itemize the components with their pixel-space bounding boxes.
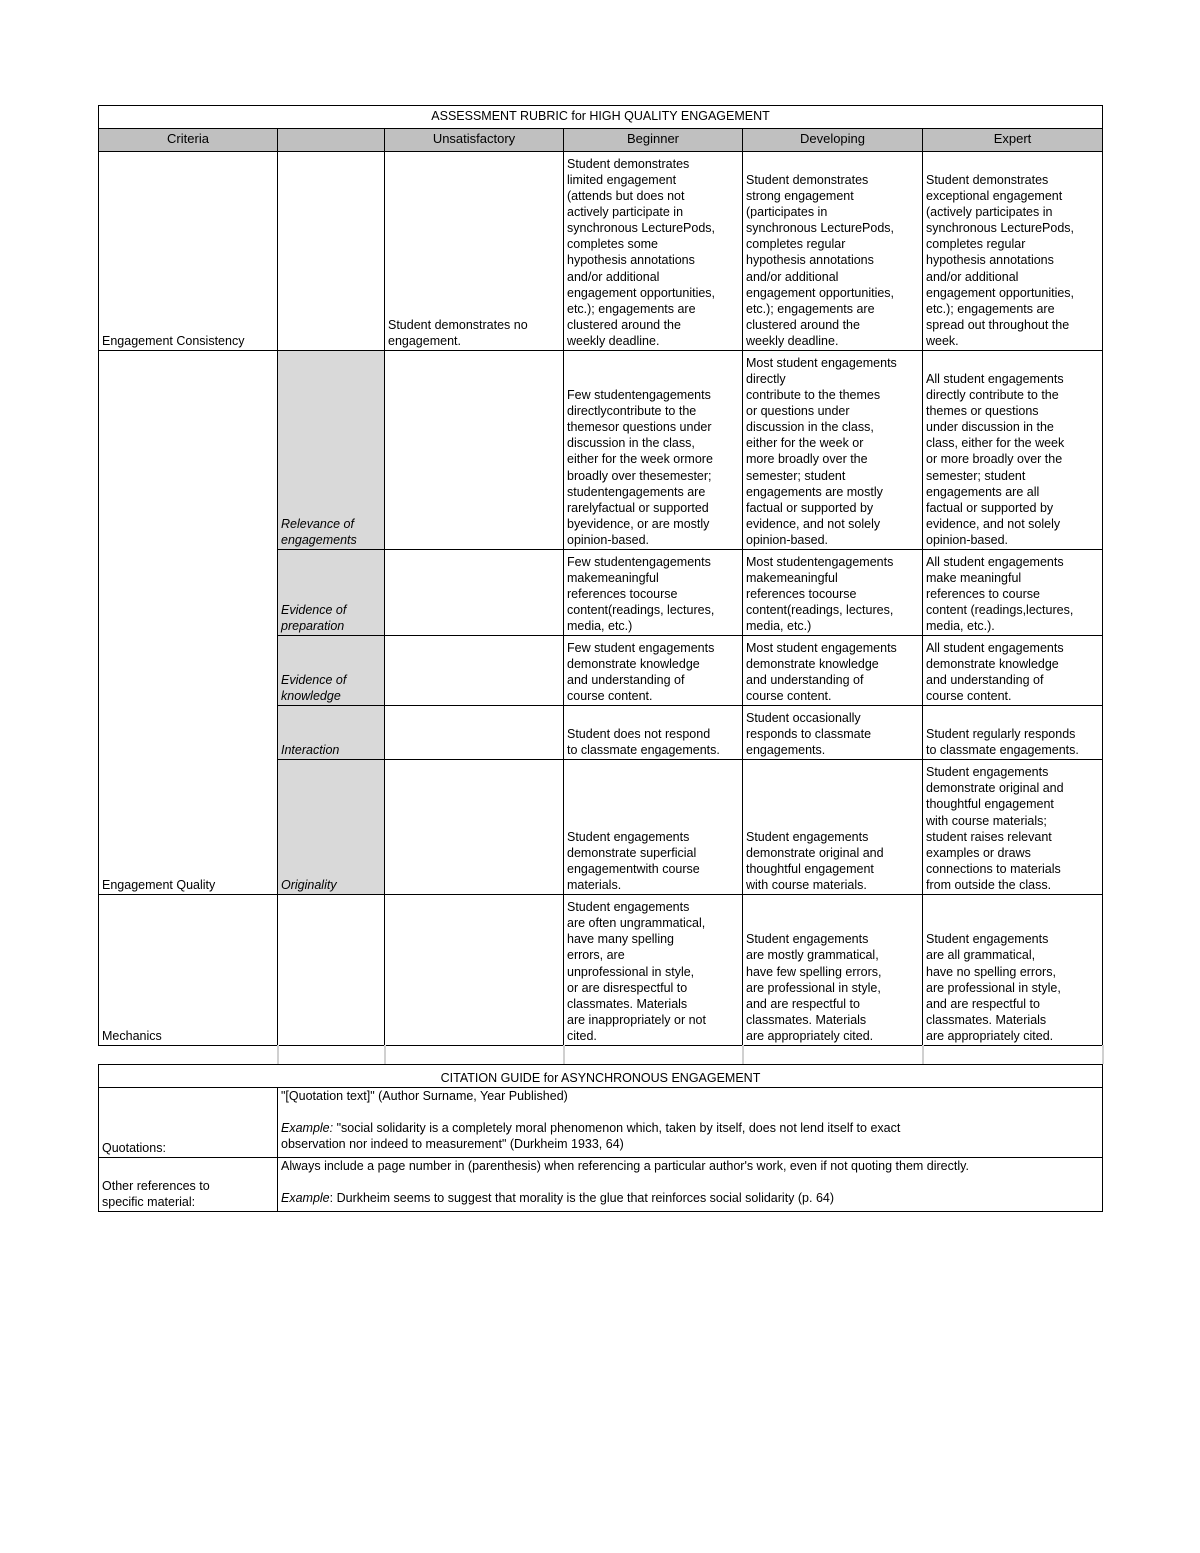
cell-unsatisfactory bbox=[385, 550, 564, 636]
cell-beginner: Student demonstrates limited engagement (attends but does not actively participate in synchronous LecturePods, completes some hypothesis annotations and/or additional engagement opportunities, etc.); engagements are clustered around the weekly deadline. bbox=[564, 152, 743, 351]
rubric-title: ASSESSMENT RUBRIC for HIGH QUALITY ENGAGEMENT bbox=[99, 106, 1103, 129]
assessment-rubric-table bbox=[98, 105, 1104, 1064]
header-developing: Developing bbox=[743, 129, 923, 152]
cell-developing: Most student engagements demonstrate knowledge and understanding of course content. bbox=[743, 636, 923, 706]
example-label: Example: bbox=[281, 1121, 334, 1136]
example-text: : Durkheim seems to suggest that morality is the glue that reinforces social solidarity (p. 64) bbox=[329, 1191, 835, 1206]
header-expert: Expert bbox=[923, 129, 1103, 152]
cell-unsatisfactory: Student demonstrates no engagement. bbox=[385, 152, 564, 351]
row-mechanics bbox=[99, 895, 1103, 1046]
example-label: Example bbox=[281, 1191, 330, 1206]
header-unsatisfactory: Unsatisfactory bbox=[385, 129, 564, 152]
cell-expert: Student engagements are all grammatical, have no spelling errors, are professional in style, and are respectful to classmates. Materials are appropriately cited. bbox=[923, 895, 1103, 1046]
header-criteria: Criteria bbox=[99, 129, 278, 152]
cell-unsatisfactory bbox=[385, 895, 564, 1046]
cell-unsatisfactory bbox=[385, 760, 564, 895]
subcriteria-preparation: Evidence of preparation bbox=[278, 550, 385, 636]
citation-title: CITATION GUIDE for ASYNCHRONOUS ENGAGEMENT bbox=[99, 1065, 1103, 1088]
spacer-row bbox=[99, 1046, 1103, 1065]
cell-beginner: Student engagements demonstrate superficial engagementwith course materials. bbox=[564, 760, 743, 895]
other-references-label: Other references to specific material: bbox=[99, 1158, 278, 1212]
cell-expert: All student engagements demonstrate knowledge and understanding of course content. bbox=[923, 636, 1103, 706]
header-beginner: Beginner bbox=[564, 129, 743, 152]
cell-expert: All student engagements make meaningful references to course content (readings,lectures, media, etc.). bbox=[923, 550, 1103, 636]
quotations-content bbox=[278, 1088, 1103, 1158]
row-relevance bbox=[99, 351, 1103, 550]
quotation-format: "[Quotation text]" (Author Surname, Year Published) bbox=[281, 1089, 568, 1103]
cell-unsatisfactory bbox=[385, 706, 564, 760]
quotations-label: Quotations: bbox=[99, 1088, 278, 1158]
criteria-mechanics: Mechanics bbox=[99, 895, 278, 1046]
cell-expert: Student engagements demonstrate original and thoughtful engagement with course materials; student raises relevant examples or draws connections to materials from outside the class. bbox=[923, 760, 1103, 895]
subcriteria-interaction: Interaction bbox=[278, 706, 385, 760]
cell-unsatisfactory bbox=[385, 351, 564, 550]
cell-unsatisfactory bbox=[385, 636, 564, 706]
header-subcriteria bbox=[278, 129, 385, 152]
criteria-engagement-consistency: Engagement Consistency bbox=[99, 152, 278, 351]
sub-empty bbox=[278, 895, 385, 1046]
rubric-header-row bbox=[99, 129, 1103, 152]
cell-developing: Student demonstrates strong engagement (participates in synchronous LecturePods, completes regular hypothesis annotations and/or additional engagement opportunities, etc.); engagements are clustered around the weekly deadline. bbox=[743, 152, 923, 351]
cell-expert: Student demonstrates exceptional engagement (actively participates in synchronous LecturePods, completes regular hypothesis annotations and/or additional engagement opportunities, etc.); engagements are spread out throughout the week. bbox=[923, 152, 1103, 351]
row-quotations bbox=[99, 1088, 1103, 1158]
cell-expert: All student engagements directly contribute to the themes or questions under discussion in the class, either for the week or more broadly over the semester; student engagements are all factual or supported by evidence, and not solely opinion-based. bbox=[923, 351, 1103, 550]
cell-developing: Most student engagements directly contribute to the themes or questions under discussion in the class, either for the week or more broadly over the semester; student engagements are mostly factual or supported by evidence, and not solely opinion-based. bbox=[743, 351, 923, 550]
document-page bbox=[98, 105, 1102, 1212]
cell-beginner: Few studentengagements directlycontribute to the themesor questions under discussion in the class, either for the week ormore broadly over thesemester; studentengagements are rarelyfactual or supported byevidence, or are mostly opinion-based. bbox=[564, 351, 743, 550]
subcriteria-originality: Originality bbox=[278, 760, 385, 895]
row-other-references bbox=[99, 1158, 1103, 1212]
other-rule: Always include a page number in (parenthesis) when referencing a particular author's work, even if not quoting them directly. bbox=[281, 1159, 969, 1173]
subcriteria-knowledge: Evidence of knowledge bbox=[278, 636, 385, 706]
example-text: "social solidarity is a completely moral phenomenon which, taken by itself, does not lend itself to exact observation nor indeed to measurement" (Durkheim 1933, 64) bbox=[281, 1121, 901, 1152]
cell-beginner: Few student engagements demonstrate knowledge and understanding of course content. bbox=[564, 636, 743, 706]
other-references-content bbox=[278, 1158, 1103, 1212]
cell-developing: Most studentengagements makemeaningful references tocourse content(readings, lectures, media, etc.) bbox=[743, 550, 923, 636]
quotation-example bbox=[281, 1120, 1099, 1152]
sub-empty bbox=[278, 152, 385, 351]
subcriteria-relevance: Relevance of engagements bbox=[278, 351, 385, 550]
cell-developing: Student engagements are mostly grammatical, have few spelling errors, are professional in style, and are respectful to classmates. Materials are appropriately cited. bbox=[743, 895, 923, 1046]
citation-guide-table bbox=[98, 1064, 1103, 1212]
cell-developing: Student occasionally responds to classmate engagements. bbox=[743, 706, 923, 760]
row-engagement-consistency bbox=[99, 152, 1103, 351]
cell-expert: Student regularly responds to classmate engagements. bbox=[923, 706, 1103, 760]
cell-beginner: Few studentengagements makemeaningful references tocourse content(readings, lectures, media, etc.) bbox=[564, 550, 743, 636]
other-example bbox=[281, 1190, 1099, 1206]
criteria-engagement-quality: Engagement Quality bbox=[99, 351, 278, 895]
cell-beginner: Student does not respond to classmate engagements. bbox=[564, 706, 743, 760]
cell-beginner: Student engagements are often ungrammatical, have many spelling errors, are unprofessional in style, or are disrespectful to classmates. Materials are inappropriately or not cited. bbox=[564, 895, 743, 1046]
cell-developing: Student engagements demonstrate original and thoughtful engagement with course materials. bbox=[743, 760, 923, 895]
